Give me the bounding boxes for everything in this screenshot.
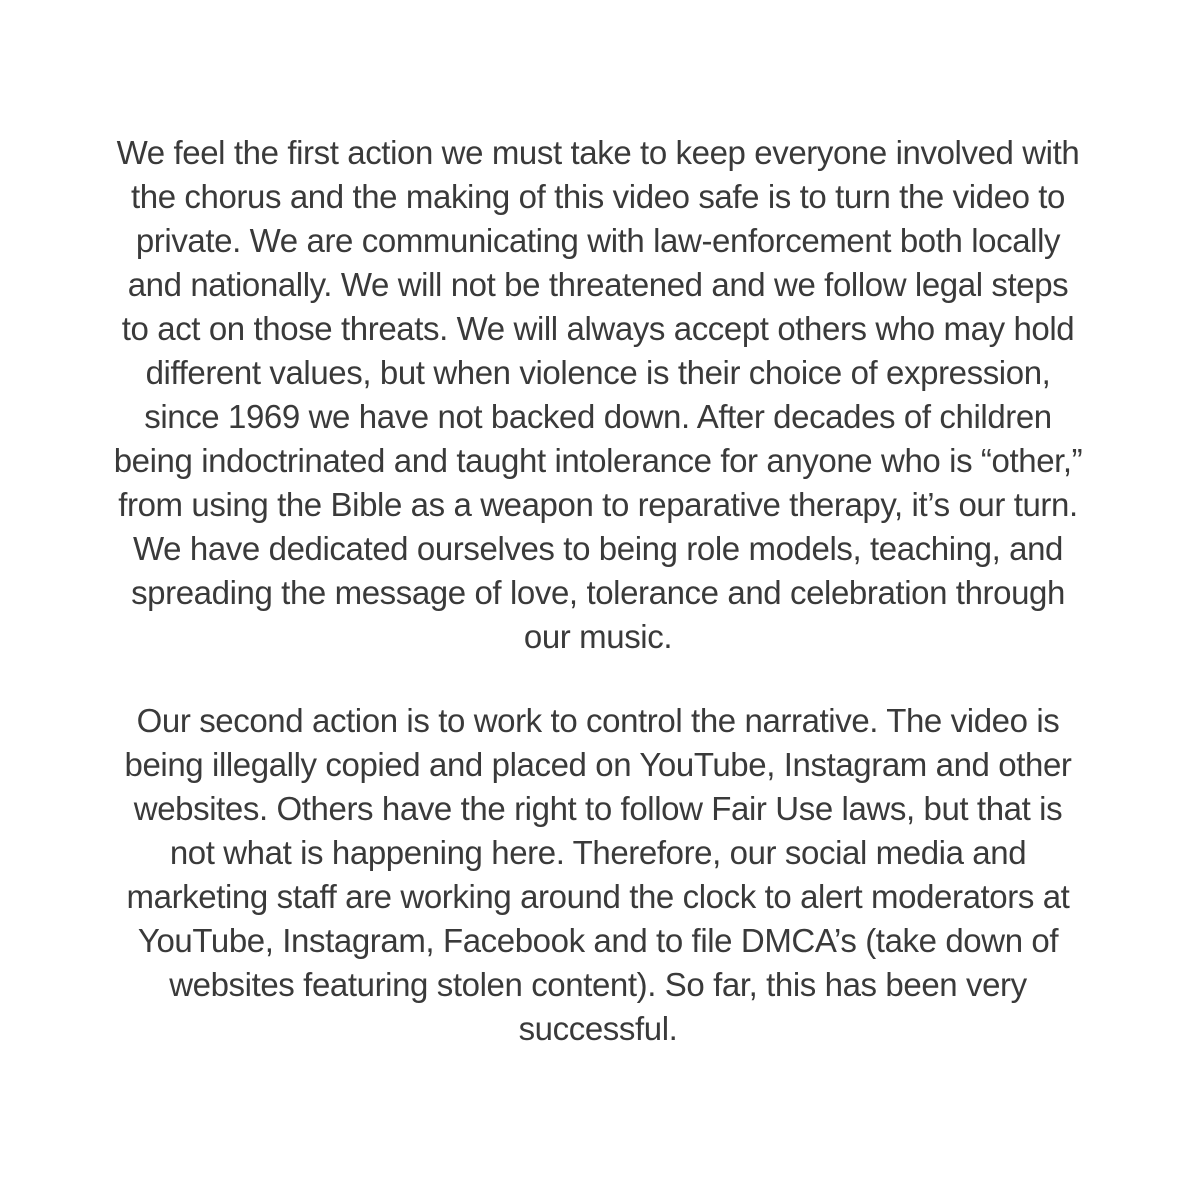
statement-line: websites featuring stolen content). So far, this has been very [169,966,1027,1003]
statement-line: Our second action is to work to control the narrative. The video is [136,702,1060,739]
statement-line: successful. [518,1010,678,1047]
statement-line: being indoctrinated and taught intolerance for anyone who is “other,” [113,442,1083,479]
statement-line: spreading the message of love, tolerance and celebration through [131,574,1065,611]
statement-line: marketing staff are working around the clock to alert moderators at [126,878,1070,915]
statement-paragraph-2 [0,699,1196,1051]
statement-line: since 1969 we have not backed down. After decades of children [144,398,1052,435]
statement-line: private. We are communicating with law-enforcement both locally [135,222,1061,259]
statement-line: YouTube, Instagram, Facebook and to file DMCA’s (take down of [137,922,1059,959]
statement-line: different values, but when violence is their choice of expression, [145,354,1051,391]
statement-line: and nationally. We will not be threatened and we follow legal steps [127,266,1069,303]
statement-line: being illegally copied and placed on YouTube, Instagram and other [124,746,1072,783]
statement-line: to act on those threats. We will always accept others who may hold [121,310,1075,347]
statement-line: not what is happening here. Therefore, our social media and [169,834,1027,871]
statement-paragraph-1 [0,131,1196,659]
statement-line: websites. Others have the right to follow Fair Use laws, but that is [133,790,1063,827]
statement-line: We feel the first action we must take to keep everyone involved with [116,134,1080,171]
statement-line: our music. [523,618,673,655]
statement-line: the chorus and the making of this video safe is to turn the video to [130,178,1066,215]
statement-line: from using the Bible as a weapon to reparative therapy, it’s our turn. [118,486,1078,523]
statement-line: We have dedicated ourselves to being role models, teaching, and [133,530,1063,567]
